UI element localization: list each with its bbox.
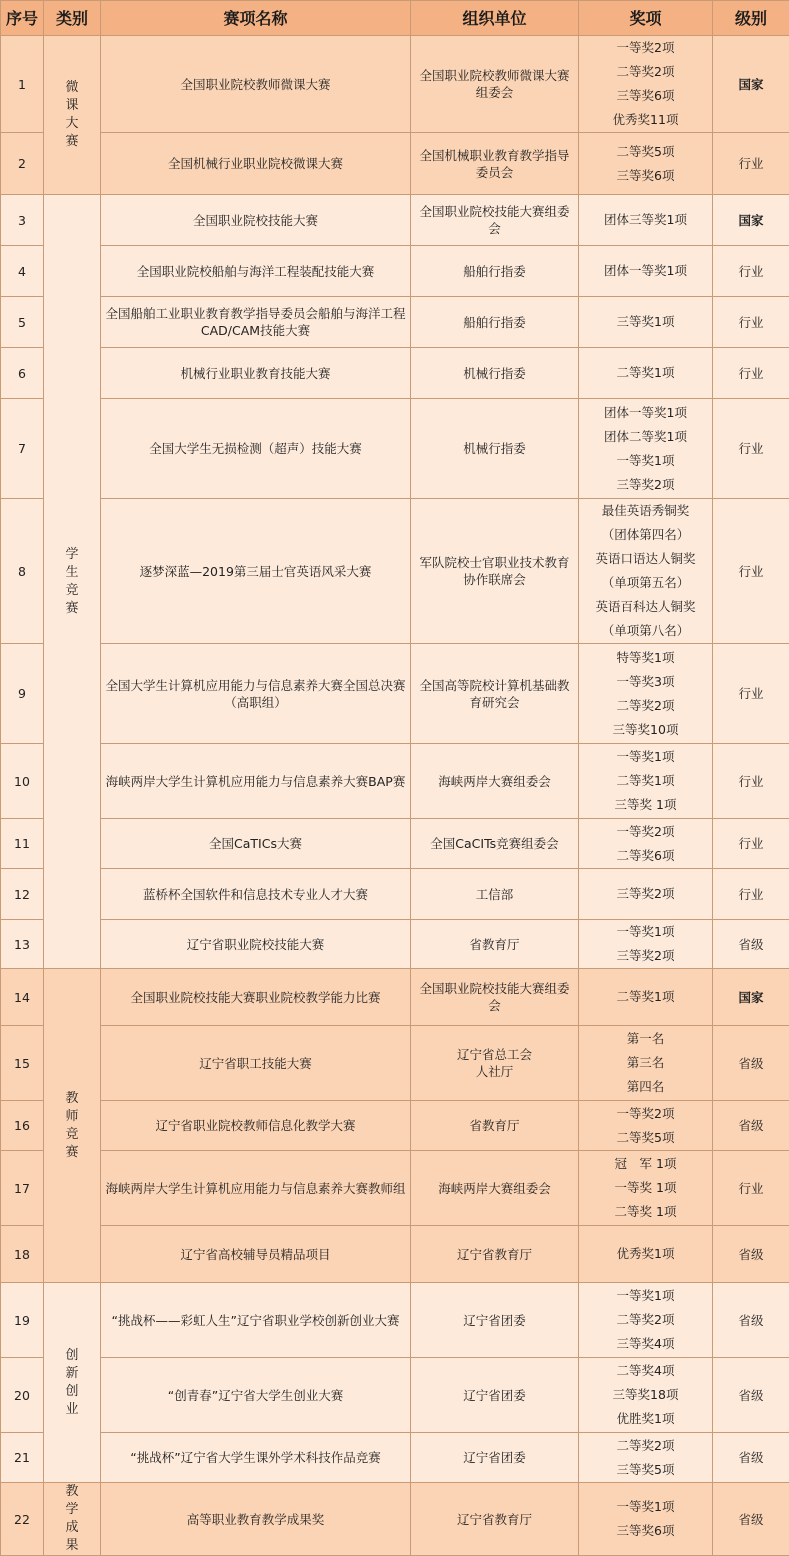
category-cell (44, 1283, 101, 1483)
award-item: 团体三等奖1项 (583, 208, 708, 232)
award-item: 一等奖2项 (583, 36, 708, 60)
table-row (1, 1226, 789, 1283)
row-no: 16 (1, 1101, 44, 1151)
contest-name: 全国职业院校技能大赛 (101, 195, 411, 246)
row-no: 4 (1, 246, 44, 297)
header-row (1, 1, 789, 36)
contest-name: “挑战杯”辽宁省大学生课外学术科技作品竞赛 (101, 1433, 411, 1483)
organizer: 工信部 (411, 869, 579, 920)
awards-cell (579, 920, 713, 969)
award-item: 三等奖2项 (583, 944, 708, 968)
organizer: 辽宁省团委 (411, 1283, 579, 1358)
award-item: （单项第八名） (583, 619, 708, 643)
organizer: 辽宁省总工会 人社厅 (411, 1026, 579, 1101)
award-item: 二等奖6项 (583, 844, 708, 868)
organizer: 机械行指委 (411, 399, 579, 499)
organizer: 全国职业院校教师微课大赛组委会 (411, 36, 579, 133)
row-no: 3 (1, 195, 44, 246)
organizer: 省教育厅 (411, 920, 579, 969)
award-item: 二等奖5项 (583, 1126, 708, 1150)
contest-name: 全国大学生计算机应用能力与信息素养大赛全国总决赛（高职组） (101, 644, 411, 744)
award-item: 二等奖 1项 (583, 1200, 708, 1224)
organizer: 辽宁省教育厅 (411, 1483, 579, 1556)
award-item: 二等奖1项 (583, 769, 708, 793)
awards-cell (579, 1151, 713, 1226)
row-no: 19 (1, 1283, 44, 1358)
table-row (1, 348, 789, 399)
awards-cell (579, 348, 713, 399)
table-row (1, 1026, 789, 1101)
award-item: 三等奖6项 (583, 164, 708, 188)
category-cell (44, 195, 101, 969)
award-item: 三等奖1项 (583, 310, 708, 334)
award-item: 一等奖1项 (583, 920, 708, 944)
awards-cell (579, 297, 713, 348)
row-no: 18 (1, 1226, 44, 1283)
organizer: 省教育厅 (411, 1101, 579, 1151)
header-level: 级别 (713, 1, 789, 36)
contest-name: 辽宁省职业院校技能大赛 (101, 920, 411, 969)
level-badge: 行业 (713, 133, 789, 195)
table-row (1, 399, 789, 499)
table-row (1, 1101, 789, 1151)
organizer: 船舶行指委 (411, 246, 579, 297)
award-item: 三等奖5项 (583, 1458, 708, 1482)
organizer: 机械行指委 (411, 348, 579, 399)
category-label: 学生竞赛 (65, 546, 79, 618)
awards-cell (579, 1358, 713, 1433)
row-no: 22 (1, 1483, 44, 1556)
awards-cell (579, 969, 713, 1026)
award-item: 优胜奖1项 (583, 1407, 708, 1431)
awards-cell (579, 1483, 713, 1556)
contest-name: 机械行业职业教育技能大赛 (101, 348, 411, 399)
table-body (1, 36, 789, 1556)
award-item: 一等奖1项 (583, 1284, 708, 1308)
table-row (1, 969, 789, 1026)
table-row (1, 819, 789, 869)
category-cell (44, 969, 101, 1283)
awards-cell (579, 1026, 713, 1101)
organizer: 辽宁省教育厅 (411, 1226, 579, 1283)
level-badge: 行业 (713, 246, 789, 297)
row-no: 8 (1, 499, 44, 644)
level-badge: 行业 (713, 499, 789, 644)
award-item: （单项第五名） (583, 571, 708, 595)
category-label: 微课大赛 (65, 79, 79, 151)
row-no: 9 (1, 644, 44, 744)
award-item: 优秀奖1项 (583, 1242, 708, 1266)
row-no: 15 (1, 1026, 44, 1101)
category-cell (44, 36, 101, 195)
contest-name: 全国职业院校技能大赛职业院校教学能力比赛 (101, 969, 411, 1026)
row-no: 6 (1, 348, 44, 399)
category-label: 创新创业 (65, 1347, 79, 1419)
header-name: 赛项名称 (101, 1, 411, 36)
awards-cell (579, 1101, 713, 1151)
award-item: （团体第四名） (583, 523, 708, 547)
table-row (1, 499, 789, 644)
contest-name: 高等职业教育教学成果奖 (101, 1483, 411, 1556)
contest-name: 海峡两岸大学生计算机应用能力与信息素养大赛BAP赛 (101, 744, 411, 819)
organizer: 全国职业院校技能大赛组委会 (411, 195, 579, 246)
award-item: 三等奖10项 (583, 718, 708, 742)
table-row (1, 195, 789, 246)
award-item: 三等奖 1项 (583, 793, 708, 817)
row-no: 11 (1, 819, 44, 869)
level-badge: 行业 (713, 399, 789, 499)
organizer: 军队院校士官职业技术教育协作联席会 (411, 499, 579, 644)
table-row (1, 920, 789, 969)
row-no: 13 (1, 920, 44, 969)
organizer: 全国职业院校技能大赛组委会 (411, 969, 579, 1026)
award-item: 二等奖4项 (583, 1359, 708, 1383)
header-org: 组织单位 (411, 1, 579, 36)
organizer: 海峡两岸大赛组委会 (411, 1151, 579, 1226)
award-item: 一等奖3项 (583, 670, 708, 694)
level-badge: 行业 (713, 819, 789, 869)
awards-cell (579, 819, 713, 869)
table-row (1, 744, 789, 819)
row-no: 5 (1, 297, 44, 348)
level-badge: 省级 (713, 1026, 789, 1101)
row-no: 12 (1, 869, 44, 920)
table-row (1, 1433, 789, 1483)
contest-name: 辽宁省高校辅导员精品项目 (101, 1226, 411, 1283)
award-item: 一等奖2项 (583, 1102, 708, 1126)
level-badge: 省级 (713, 1226, 789, 1283)
contest-name: 逐梦深蓝—2019第三届士官英语风采大赛 (101, 499, 411, 644)
award-item: 一等奖1项 (583, 1495, 708, 1519)
table-row (1, 1283, 789, 1358)
level-badge: 省级 (713, 1433, 789, 1483)
awards-cell (579, 133, 713, 195)
organizer: 海峡两岸大赛组委会 (411, 744, 579, 819)
level-badge: 国家 (713, 969, 789, 1026)
table-row (1, 869, 789, 920)
contest-name: 全国CaTICs大赛 (101, 819, 411, 869)
contest-name: “创青春”辽宁省大学生创业大赛 (101, 1358, 411, 1433)
award-item: 二等奖1项 (583, 985, 708, 1009)
row-no: 14 (1, 969, 44, 1026)
award-item: 三等奖2项 (583, 473, 708, 497)
row-no: 2 (1, 133, 44, 195)
award-item: 一等奖1项 (583, 449, 708, 473)
award-item: 团体一等奖1项 (583, 259, 708, 283)
award-item: 三等奖2项 (583, 882, 708, 906)
level-badge: 行业 (713, 644, 789, 744)
level-badge: 省级 (713, 1101, 789, 1151)
table-row (1, 36, 789, 133)
contest-name: 辽宁省职业院校教师信息化教学大赛 (101, 1101, 411, 1151)
contest-name: 全国船舶工业职业教育教学指导委员会船舶与海洋工程CAD/CAM技能大赛 (101, 297, 411, 348)
level-badge: 行业 (713, 869, 789, 920)
table-row (1, 133, 789, 195)
awards-cell (579, 1226, 713, 1283)
award-item: 第四名 (583, 1075, 708, 1099)
category-label: 教师竞赛 (65, 1090, 79, 1162)
award-item: 冠 军 1项 (583, 1152, 708, 1176)
award-item: 二等奖2项 (583, 694, 708, 718)
table-row (1, 297, 789, 348)
organizer: 船舶行指委 (411, 297, 579, 348)
awards-cell (579, 246, 713, 297)
award-item: 三等奖6项 (583, 84, 708, 108)
awards-cell (579, 195, 713, 246)
row-no: 10 (1, 744, 44, 819)
awards-cell (579, 36, 713, 133)
award-item: 团体一等奖1项 (583, 401, 708, 425)
level-badge: 省级 (713, 920, 789, 969)
level-badge: 国家 (713, 36, 789, 133)
row-no: 20 (1, 1358, 44, 1433)
awards-cell (579, 744, 713, 819)
award-item: 第一名 (583, 1027, 708, 1051)
row-no: 7 (1, 399, 44, 499)
contest-name: 全国职业院校教师微课大赛 (101, 36, 411, 133)
organizer: 全国高等院校计算机基础教育研究会 (411, 644, 579, 744)
contest-name: 辽宁省职工技能大赛 (101, 1026, 411, 1101)
award-item: 二等奖2项 (583, 1434, 708, 1458)
level-badge: 行业 (713, 348, 789, 399)
organizer: 辽宁省团委 (411, 1358, 579, 1433)
row-no: 21 (1, 1433, 44, 1483)
category-cell (44, 1483, 101, 1556)
awards-cell (579, 499, 713, 644)
organizer: 全国机械职业教育教学指导委员会 (411, 133, 579, 195)
level-badge: 省级 (713, 1283, 789, 1358)
level-badge: 国家 (713, 195, 789, 246)
awards-cell (579, 869, 713, 920)
contest-name: 全国机械行业职业院校微课大赛 (101, 133, 411, 195)
contest-name: 蓝桥杯全国软件和信息技术专业人才大赛 (101, 869, 411, 920)
level-badge: 省级 (713, 1483, 789, 1556)
level-badge: 行业 (713, 1151, 789, 1226)
header-no: 序号 (1, 1, 44, 36)
table-row (1, 1358, 789, 1433)
award-item: 优秀奖11项 (583, 108, 708, 132)
award-item: 三等奖6项 (583, 1519, 708, 1543)
header-awards: 奖项 (579, 1, 713, 36)
level-badge: 行业 (713, 744, 789, 819)
row-no: 1 (1, 36, 44, 133)
row-no: 17 (1, 1151, 44, 1226)
awards-cell (579, 644, 713, 744)
awards-cell (579, 1433, 713, 1483)
award-item: 二等奖2项 (583, 60, 708, 84)
awards-cell (579, 399, 713, 499)
table-row (1, 1483, 789, 1556)
header-category: 类别 (44, 1, 101, 36)
table-row (1, 1151, 789, 1226)
category-label: 教学成果 (65, 1483, 79, 1555)
award-item: 英语口语达人铜奖 (583, 547, 708, 571)
award-item: 二等奖2项 (583, 1308, 708, 1332)
award-item: 一等奖1项 (583, 745, 708, 769)
table-row (1, 246, 789, 297)
award-item: 一等奖2项 (583, 820, 708, 844)
contest-name: 全国职业院校船舶与海洋工程装配技能大赛 (101, 246, 411, 297)
level-badge: 行业 (713, 297, 789, 348)
awards-cell (579, 1283, 713, 1358)
level-badge: 省级 (713, 1358, 789, 1433)
organizer: 全国CaCITs竞赛组委会 (411, 819, 579, 869)
award-item: 团体二等奖1项 (583, 425, 708, 449)
contest-name: 海峡两岸大学生计算机应用能力与信息素养大赛教师组 (101, 1151, 411, 1226)
award-item: 一等奖 1项 (583, 1176, 708, 1200)
award-item: 三等奖18项 (583, 1383, 708, 1407)
contest-name: 全国大学生无损检测（超声）技能大赛 (101, 399, 411, 499)
table-row (1, 644, 789, 744)
award-item: 三等奖4项 (583, 1332, 708, 1356)
award-item: 英语百科达人铜奖 (583, 595, 708, 619)
contest-name: “挑战杯——彩虹人生”辽宁省职业学校创新创业大赛 (101, 1283, 411, 1358)
award-item: 最佳英语秀铜奖 (583, 499, 708, 523)
award-item: 二等奖5项 (583, 140, 708, 164)
award-item: 第三名 (583, 1051, 708, 1075)
award-item: 二等奖1项 (583, 361, 708, 385)
organizer: 辽宁省团委 (411, 1433, 579, 1483)
award-item: 特等奖1项 (583, 646, 708, 670)
